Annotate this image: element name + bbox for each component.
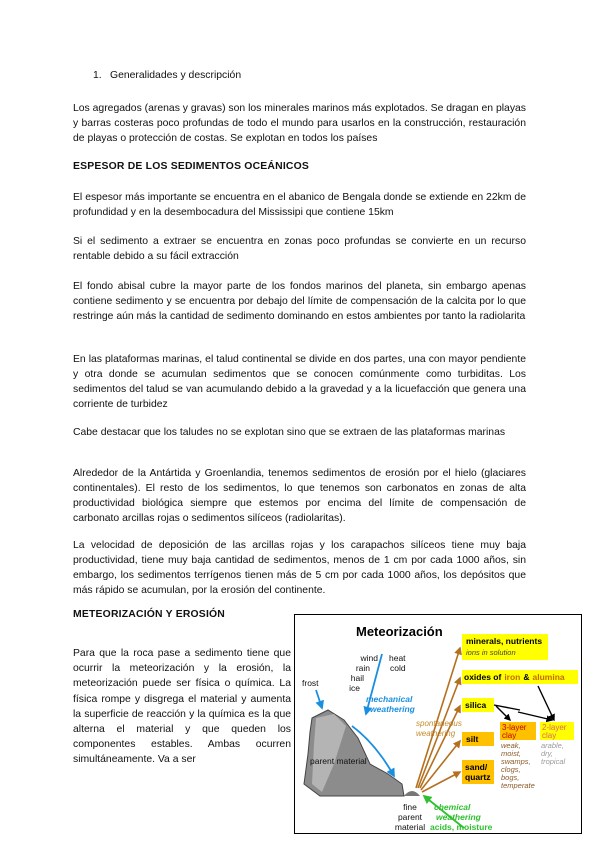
clay3-prop-2: moist, bbox=[501, 749, 522, 758]
amp-label: & bbox=[523, 672, 530, 682]
section-heading bbox=[93, 70, 241, 81]
clay2-prop-1: arable, bbox=[541, 741, 564, 750]
clay3-title2: clay bbox=[502, 731, 517, 740]
clay3-prop-1: weak, bbox=[501, 741, 521, 750]
paragraph-3: El fondo abisal cubre la mayor parte de los fondos marinos del planeta, sin embargo apenas contiene sedimento y se encuentra por debajo del límite de compensación de la calcita por lo que restringe aún más la cantidad de sedimento dominando en estos ambientes por tanto la radiolarita bbox=[73, 281, 526, 322]
wind-label: wind bbox=[360, 653, 378, 663]
clay3-prop-6: temperate bbox=[501, 781, 535, 790]
fine-label-2: parent bbox=[397, 812, 423, 822]
paragraph-6: Alrededor de la Antártida y Groenlandia, tenemos sedimentos de erosión por el hielo (glaciares continentales). El resto de los sedimentos, lo que tenemos son carbonatos en zonas de alta productividad biológica siempre que estemos por encima del límite de compensación de carbonato arcillas rojas o sedimentos silíceos (radiolaritas). bbox=[73, 468, 526, 524]
alumina-label: alumina bbox=[532, 672, 565, 682]
mechanical-label-2: weathering bbox=[370, 704, 415, 714]
quartz-label: quartz bbox=[465, 772, 491, 782]
section-number: 1. bbox=[93, 70, 102, 81]
clay3-prop-3: swamps, bbox=[501, 757, 531, 766]
heading-espesor: ESPESOR DE LOS SEDIMENTOS OCEÁNICOS bbox=[73, 161, 310, 172]
iron-label: iron bbox=[504, 672, 521, 682]
paragraph-4: En las plataformas marinas, el talud continental se divide en dos partes, una con mayor pendiente y otra donde se acumulan sedimentos que se conocen comúnmente como turbiditas. Los sedimentos del talud se van acumulando debido a la gravedad y a la licuefacción que genera una corriente de turbidez bbox=[73, 354, 526, 410]
chemical-label-2: weathering bbox=[436, 812, 481, 822]
paragraph-2: Si el sedimento a extraer se encuentra en zonas poco profundas se convierte en un recurso rentable debido a su fácil extracción bbox=[73, 236, 526, 262]
clay2-title2: clay bbox=[542, 731, 557, 740]
parent-material-label: parent material bbox=[310, 756, 367, 766]
section-title: Generalidades y descripción bbox=[110, 70, 242, 81]
clay2-prop-3: tropical bbox=[541, 757, 566, 766]
clay3-prop-4: clogs, bbox=[501, 765, 521, 774]
heat-label: heat bbox=[389, 653, 406, 663]
meteorizacion-paragraph: Para que la roca pase a sedimento tiene que ocurrir la meteorización y la erosión, la meteorización puede ser física o química. La física rompe y disgrega el material y aumenta la superficie de reacción y la química es la que alterna el material y que queden los componentes estables. Ambas ocurren simultáneamente. Va a ser bbox=[73, 648, 291, 766]
minerals-label: minerals, nutrients bbox=[466, 636, 543, 646]
intro-paragraph: Los agregados (arenas y gravas) son los minerales marinos más explotados. Se dragan en playas y barras costeras poco profundas de todo el mundo para usarlos en la construcción, restauración de playas o protección de costas. Se explotan en todos los países bbox=[73, 103, 526, 144]
clay3-prop-5: bogs, bbox=[501, 773, 520, 782]
clay2-title: 2-layer bbox=[542, 723, 567, 732]
ions-label: ions in solution bbox=[466, 648, 516, 657]
cold-label: cold bbox=[390, 663, 406, 673]
diagram-title: Meteorización bbox=[356, 624, 443, 639]
hail-label: hail bbox=[350, 673, 364, 683]
fine-label-1: fine bbox=[403, 802, 417, 812]
spontaneous-label-2: weathering bbox=[416, 729, 456, 738]
paragraph-7: La velocidad de deposición de las arcillas rojas y los carapachos silíceos tiene muy baja productividad, tiene muy baja cantidad de sedimentos, menos de 1 cm por cada 1000 años, sin embargo, los sedimentos terrígenos tienen más de 5 cm por cada 1000 años, los depósitos que más rápido se acumulan, por la erosión del continente. bbox=[73, 540, 526, 596]
sand-label: sand/ bbox=[465, 762, 488, 772]
oxides-prefix: oxides of bbox=[464, 672, 502, 682]
clay2-prop-2: dry, bbox=[541, 749, 553, 758]
fine-label-3: material bbox=[394, 822, 426, 832]
rain-label: rain bbox=[355, 663, 370, 673]
silt-label: silt bbox=[466, 734, 479, 744]
frost-label: frost bbox=[302, 678, 319, 688]
weathering-diagram bbox=[294, 614, 582, 834]
paragraph-5: Cabe destacar que los taludes no se explotan sino que se extraen de las plataformas marinas bbox=[73, 427, 506, 438]
chemical-label-1: chemical bbox=[434, 802, 471, 812]
acids-label: acids, moisture bbox=[430, 822, 493, 832]
paragraph-1: El espesor más importante se encuentra en el abanico de Bengala donde se extiende en 22km de profundidad y en la desembocadura del Mississipi que contiene 15km bbox=[73, 192, 526, 218]
clay3-title: 3-layer bbox=[502, 723, 527, 732]
heading-meteorizacion: METEORIZACIÓN Y EROSIÓN bbox=[73, 609, 226, 620]
spontaneous-label-1: spontaneous bbox=[416, 719, 462, 728]
mechanical-label-1: mechanical bbox=[366, 694, 413, 704]
ice-label: ice bbox=[349, 683, 360, 693]
silica-label: silica bbox=[465, 700, 487, 710]
oxides-line bbox=[464, 672, 565, 682]
